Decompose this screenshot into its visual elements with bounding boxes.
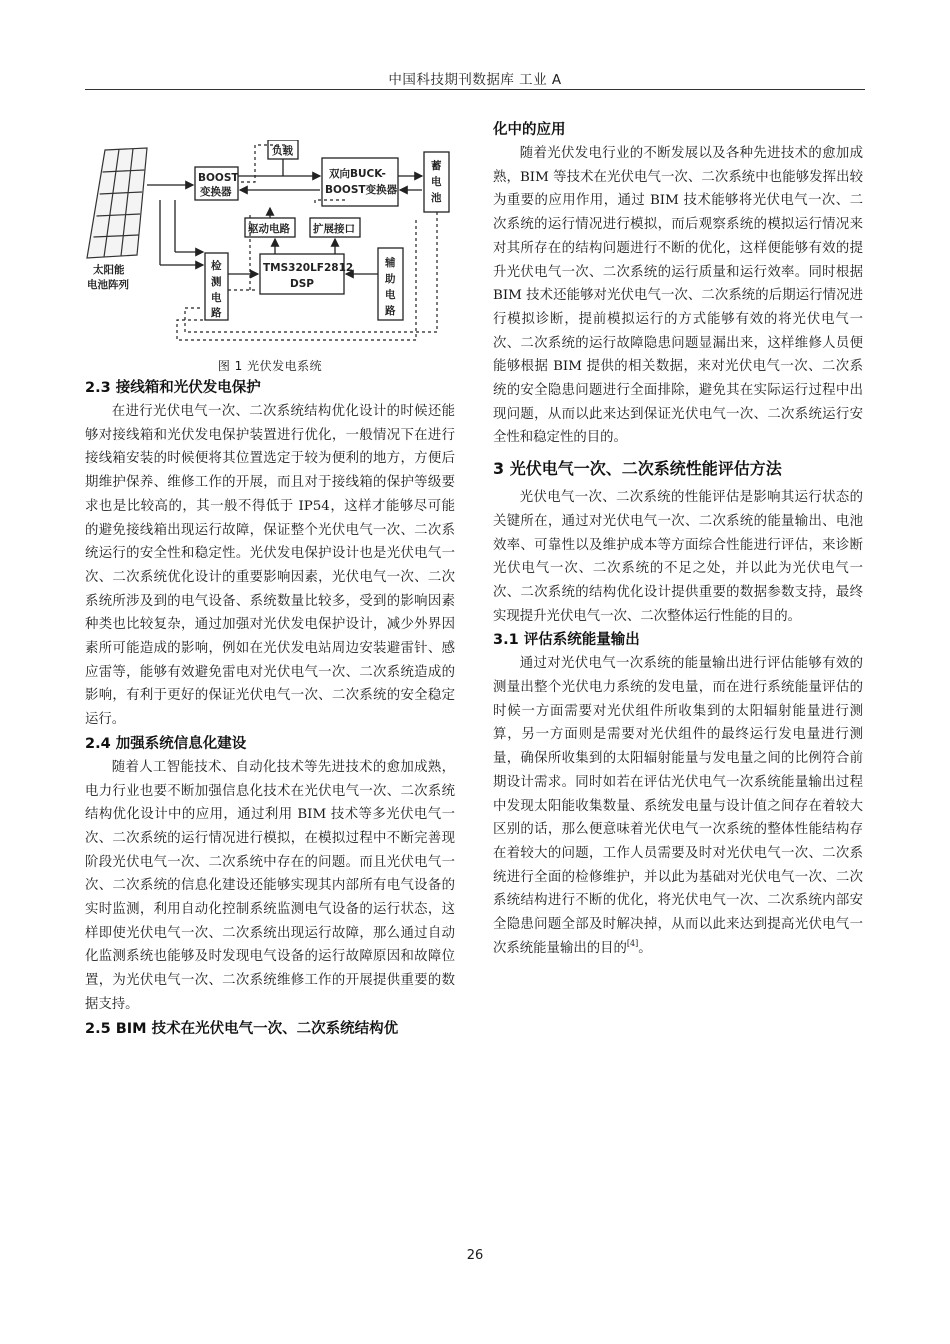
fig-label-battery-2: 电 xyxy=(431,176,442,188)
solar-array-icon xyxy=(87,148,147,258)
fig-label-dsp-2: DSP xyxy=(290,278,314,290)
section-2-4-heading: 2.4 加强系统信息化建设 xyxy=(85,735,247,752)
section-3-heading: 3 光伏电气一次、二次系统性能评估方法 xyxy=(493,459,782,479)
section-3-paragraph: 光伏电气一次、二次系统的性能评估是影响其运行状态的关键所在，通过对光伏电气一次、二次系统的能量输出、电池效率、可靠性以及维护成本等方面综合性能进行评估，来诊断光伏电气一次、二次系统的不足之处，并以此为光伏电气一次、二次系统的结构优化设计提供重要的数据参数支持，最终实现提升光伏电气一次、二次整体运行性能的目的。 xyxy=(493,490,863,624)
fig-label-aux-1: 辅 xyxy=(385,257,396,269)
fig-label-load: 负载 xyxy=(272,145,293,157)
section-3-1-end: 。 xyxy=(638,940,652,956)
fig-label-detect-1: 检 xyxy=(211,260,222,272)
buck-boost-box xyxy=(322,158,398,206)
fig-label-detect-3: 电 xyxy=(211,292,222,304)
right-column xyxy=(493,118,863,961)
fig-label-dsp-1: TMS320LF2812 xyxy=(263,262,354,274)
fig-label-battery-3: 池 xyxy=(431,192,442,204)
figure-caption: 图 1 光伏发电系统 xyxy=(217,359,323,373)
section-2-4-paragraph: 随着人工智能技术、自动化技术等先进技术的愈加成熟，电力行业也要不断加强信息化技术在光伏电气一次、二次系统结构优化设计中的应用，通过利用 BIM 技术等多光伏电气一次、二次系统的运行情况进行模拟，在模拟过程中不断完善现阶段光伏电气一次、二次系统中存在的问题。而且光伏电气一次、二次系统的信息化建设还能够实现其内部所有电气设备的实时监测，利用自动化控制系统监测电气设备的运行状态，这样即使光伏电气一次、二次系统出现运行故障，那么通过自动化监测系统也能够及时发现电气设备的运行故障原因和故障位置，为光伏电气一次、二次系统维修工作的开展提供重要的数据支持。 xyxy=(85,759,455,1012)
page-number: 26 xyxy=(466,1248,484,1263)
section-2-5-heading: 2.5 BIM 技术在光伏电气一次、二次系统结构优 xyxy=(85,1020,399,1037)
fig-label-aux-4: 路 xyxy=(385,305,396,317)
fig-label-boost-1: BOOST xyxy=(198,172,239,184)
fig-label-detect-4: 路 xyxy=(211,307,222,319)
fig-label-solar-2: 电池阵列 xyxy=(87,279,129,291)
fig-label-detect-2: 测 xyxy=(211,276,222,288)
fig-label-battery-1: 蓄 xyxy=(431,160,442,172)
section-3-1-text: 通过对光伏电气一次系统的能量输出进行评估能够有效的测量出整个光伏电力系统的发电量，而在进行系统能量评估的时候一方面需要对光伏组件所收集到的太阳辐射能量进行测算，另一方面则是需要对光伏组件的最终运行发电量进行测量，确保所收集到的太阳辐射能量与发电量之间的比例符合前期设计需求。同时如若在评估光伏电气一次系统能量输出过程中发现太阳能收集数量、系统发电量与设计值之间存在着较大区别的话，那么便意味着光伏电气一次系统的整体性能结构存在着较大的问题，工作人员需要及时对光伏电气一次、二次系统进行全面的检修维护，并以此为基础对光伏电气一次、二次系统结构进行不断的优化，将光伏电气一次、二次系统内部安全隐患问题全部及时解决掉，从而以此来达到提高光伏电气一次系统能量输出的目的 xyxy=(493,656,863,956)
fig-label-aux-3: 电 xyxy=(385,289,396,301)
figure-1 xyxy=(85,140,455,355)
header-rule xyxy=(85,89,865,90)
fig-label-buck-2: BOOST变换器 xyxy=(325,184,398,196)
fig-label-boost-2: 变换器 xyxy=(200,186,232,198)
pv-system-diagram xyxy=(85,140,455,355)
fig-label-solar-1: 太阳能 xyxy=(93,264,125,276)
section-2-3-paragraph: 在进行光伏电气一次、二次系统结构优化设计的时候还能够对接线箱和光伏发电保护装置进行优化，一般情况下在进行接线箱安装的时候便将其位置选定于较为便利的地方，方便后期维护保养、维修工作的开展，而且对于接线箱的保护等级要求也是比较高的，其一般不得低于 IP54，这样才能够尽可能的避免接线箱出现运行故障，保证整个光伏电气一次、二次系统运行的安全性和稳定性。光伏发电保护设计也是光伏电气一次、二次系统优化设计的重要影响因素，光伏电气一次、二次系统所涉及到的电气设备、系统数量比较多，受到的影响因素种类也比较复杂，通过加强对光伏发电保护设计，减少外界因素所可能造成的影响，例如在光伏发电站周边安装避雷针、感应雷等，能够有效避免雷电对光伏电气一次、二次系统造成的影响，有利于更好的保证光伏电气一次、二次系统的安全稳定运行。 xyxy=(85,404,455,728)
section-2-5-heading-continued: 化中的应用 xyxy=(493,122,566,138)
section-3-1-paragraph xyxy=(493,652,863,960)
section-2-3-heading: 2.3 接线箱和光伏发电保护 xyxy=(85,380,261,396)
fig-label-buck-1: 双向BUCK- xyxy=(329,168,386,180)
section-2-5-paragraph: 随着光伏发电行业的不断发展以及各种先进技术的愈加成熟，BIM 等技术在光伏电气一次、二次系统中也能够发挥出较为重要的应用作用，通过 BIM 技术能够将光伏电气一次、二次系统的运行情况进行模拟，而后观察系统的模拟运行情况来对其所存在的结构问题进行不断的优化，这样便能够有效的提升光伏电气一次、二次系统的运行质量和运行效率。同时根据 BIM 技术还能够对光伏电气一次、二次系统的后期运行情况进行模拟诊断，提前模拟运行的方式能够有效的将光伏电气一次、二次系统的运行故障隐患问题显漏出来，这样维修人员便能够根据 BIM 提供的相关数据，来对光伏电气一次、二次系统的安全隐患问题进行全面排除，避免其在实际运行过程中出现问题，从而以此来达到保证光伏电气一次、二次系统运行安全性和稳定性的目的。 xyxy=(493,146,863,446)
citation-ref: [4] xyxy=(626,938,639,948)
section-3-1-heading: 3.1 评估系统能量输出 xyxy=(493,632,640,649)
left-column xyxy=(85,140,455,1041)
fig-label-driver: 驱动电路 xyxy=(248,223,290,235)
fig-label-aux-2: 助 xyxy=(385,273,396,285)
fig-label-ext: 扩展接口 xyxy=(313,223,355,235)
running-header: 中国科技期刊数据库 工业 A xyxy=(388,72,562,88)
